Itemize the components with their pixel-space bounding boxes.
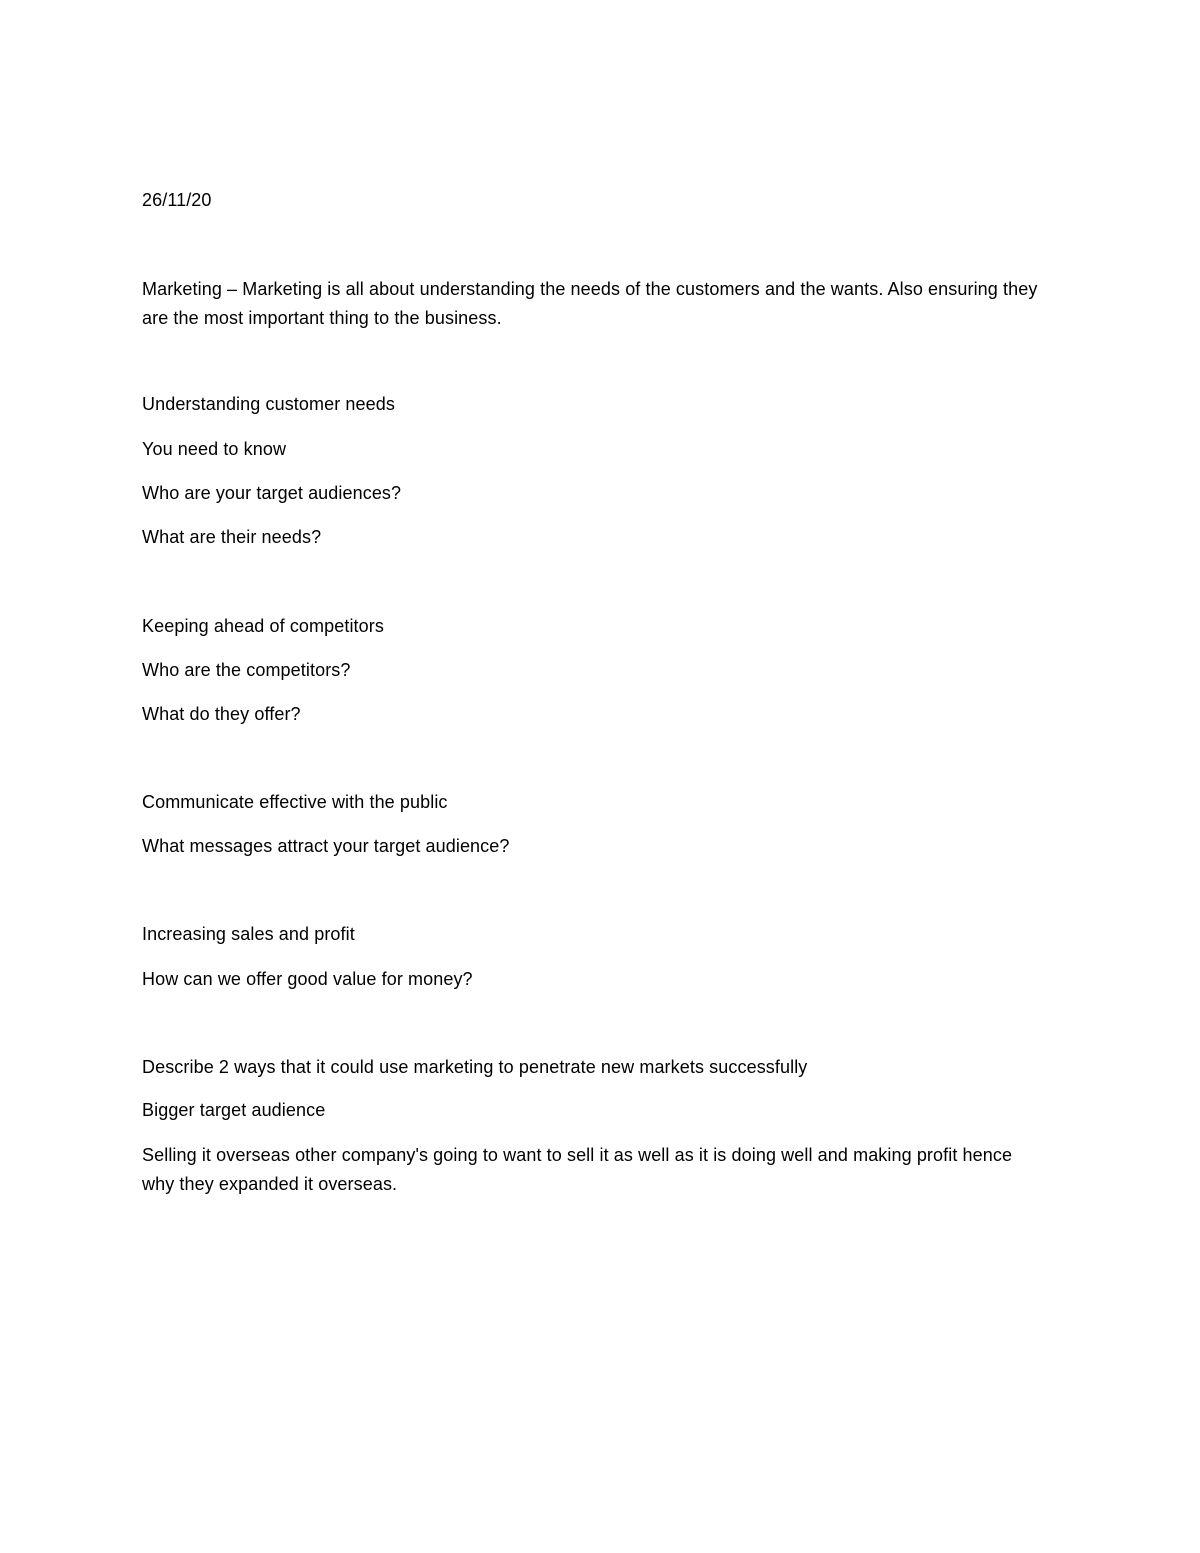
describe-question: Describe 2 ways that it could use marketing to penetrate new markets successfully xyxy=(142,1057,808,1077)
heading-increasing-sales: Increasing sales and profit xyxy=(142,924,355,944)
heading-keeping-ahead-of-competitors: Keeping ahead of competitors xyxy=(142,616,384,636)
communicate-line-1: What messages attract your target audience? xyxy=(142,836,510,856)
describe-answer-2: Selling it overseas other company's going to want to sell it as well as it is doing well and making profit hence why they expanded it overseas. xyxy=(142,1145,1013,1194)
describe-answer-1: Bigger target audience xyxy=(142,1100,326,1120)
customer-needs-line-1: You need to know xyxy=(142,439,287,459)
customer-needs-line-2: Who are your target audiences? xyxy=(142,483,402,503)
sales-line-1: How can we offer good value for money? xyxy=(142,969,473,989)
customer-needs-line-3: What are their needs? xyxy=(142,527,322,547)
marketing-definition: Marketing – Marketing is all about understanding the needs of the customers and the wants. Also ensuring they are the most important thing to the business. xyxy=(142,279,1038,328)
heading-communicate-effective: Communicate effective with the public xyxy=(142,792,448,812)
competitors-line-2: What do they offer? xyxy=(142,704,301,724)
heading-understanding-customer-needs: Understanding customer needs xyxy=(142,394,395,414)
competitors-line-1: Who are the competitors? xyxy=(142,660,351,680)
date-line: 26/11/20 xyxy=(142,190,212,210)
